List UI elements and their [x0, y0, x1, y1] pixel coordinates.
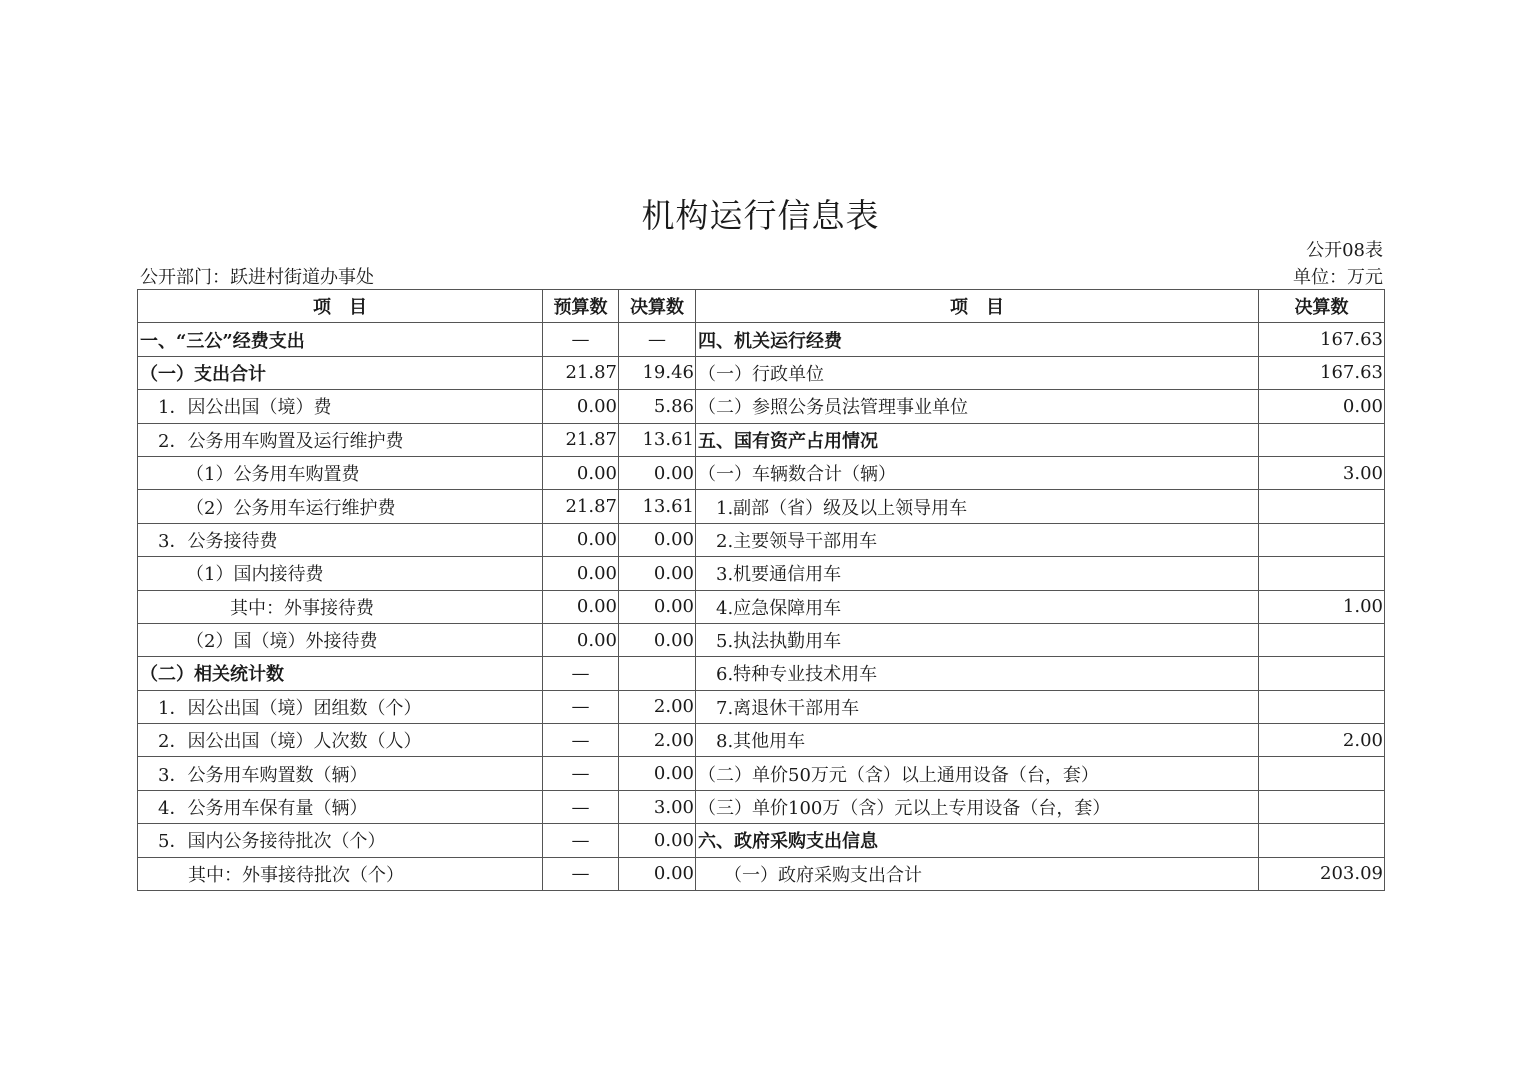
budget-cell: 0.00	[543, 590, 619, 623]
table-row	[138, 323, 1385, 356]
table-row	[138, 590, 1385, 623]
budget-cell: —	[543, 657, 619, 690]
right-value-cell	[1259, 490, 1385, 523]
left-item-cell: （1）公务用车购置费	[138, 456, 543, 489]
table-row	[138, 423, 1385, 456]
budget-cell: —	[543, 824, 619, 857]
table-row	[138, 523, 1385, 556]
page-title: 机构运行信息表	[641, 196, 880, 235]
right-item-cell: 3.机要通信用车	[696, 557, 1259, 590]
final-cell: 13.61	[619, 490, 696, 523]
left-item-cell: 4．公务用车保有量（辆）	[138, 790, 543, 823]
right-value-cell	[1259, 824, 1385, 857]
left-item-cell: 2．公务用车购置及运行维护费	[138, 423, 543, 456]
final-cell: 13.61	[619, 423, 696, 456]
table-row	[138, 456, 1385, 489]
right-item-cell: 2.主要领导干部用车	[696, 523, 1259, 556]
final-cell: 2.00	[619, 724, 696, 757]
budget-cell: 0.00	[543, 623, 619, 656]
left-item-cell: （二）相关统计数	[138, 657, 543, 690]
table-row	[138, 757, 1385, 790]
right-item-cell: 6.特种专业技术用车	[696, 657, 1259, 690]
left-item-cell: 其中：外事接待批次（个）	[138, 857, 543, 890]
department-label: 公开部门：跃进村街道办事处	[140, 267, 374, 288]
budget-cell: —	[543, 857, 619, 890]
right-item-cell: （二）单价50万元（含）以上通用设备（台，套）	[696, 757, 1259, 790]
right-value-cell: 3.00	[1259, 456, 1385, 489]
budget-cell: 0.00	[543, 557, 619, 590]
right-item-cell: （二）参照公务员法管理事业单位	[696, 390, 1259, 423]
right-value-cell	[1259, 790, 1385, 823]
budget-cell: —	[543, 690, 619, 723]
right-value-cell: 167.63	[1259, 323, 1385, 356]
right-value-cell: 0.00	[1259, 390, 1385, 423]
right-item-cell: 7.离退休干部用车	[696, 690, 1259, 723]
table-row	[138, 557, 1385, 590]
right-item-cell: 六、政府采购支出信息	[696, 824, 1259, 857]
final-cell: 5.86	[619, 390, 696, 423]
right-item-cell: 四、机关运行经费	[696, 323, 1259, 356]
table-row	[138, 356, 1385, 389]
right-item-cell: 4.应急保障用车	[696, 590, 1259, 623]
right-value-cell	[1259, 623, 1385, 656]
right-value-cell	[1259, 657, 1385, 690]
right-value-cell: 1.00	[1259, 590, 1385, 623]
budget-cell: 21.87	[543, 423, 619, 456]
final-cell: 0.00	[619, 623, 696, 656]
right-item-cell: （一）车辆数合计（辆）	[696, 456, 1259, 489]
budget-cell: 21.87	[543, 490, 619, 523]
final-cell: 0.00	[619, 557, 696, 590]
final-cell: 0.00	[619, 523, 696, 556]
left-item-cell: 5．国内公务接待批次（个）	[138, 824, 543, 857]
table-row	[138, 790, 1385, 823]
right-item-cell: 8.其他用车	[696, 724, 1259, 757]
form-number: 公开08表	[1306, 240, 1383, 261]
header-final-left: 决算数	[619, 290, 696, 323]
right-value-cell	[1259, 690, 1385, 723]
right-value-cell: 167.63	[1259, 356, 1385, 389]
final-cell: 3.00	[619, 790, 696, 823]
left-item-cell: （2）国（境）外接待费	[138, 623, 543, 656]
final-cell: 0.00	[619, 456, 696, 489]
right-value-cell	[1259, 757, 1385, 790]
budget-cell: —	[543, 757, 619, 790]
right-value-cell: 203.09	[1259, 857, 1385, 890]
final-cell: 19.46	[619, 356, 696, 389]
table-row	[138, 390, 1385, 423]
header-budget: 预算数	[543, 290, 619, 323]
table-row	[138, 490, 1385, 523]
left-item-cell: 3．公务接待费	[138, 523, 543, 556]
table-header-row	[138, 290, 1385, 323]
final-cell: —	[619, 323, 696, 356]
left-item-cell: 3．公务用车购置数（辆）	[138, 757, 543, 790]
table-row	[138, 724, 1385, 757]
table-row	[138, 623, 1385, 656]
left-item-cell: 其中：外事接待费	[138, 590, 543, 623]
table-row	[138, 657, 1385, 690]
left-item-cell: 2．因公出国（境）人次数（人）	[138, 724, 543, 757]
budget-cell: 0.00	[543, 390, 619, 423]
right-item-cell: （一）行政单位	[696, 356, 1259, 389]
left-item-cell: 一、“三公”经费支出	[138, 323, 543, 356]
table-row	[138, 857, 1385, 890]
budget-cell: —	[543, 790, 619, 823]
left-item-cell: （2）公务用车运行维护费	[138, 490, 543, 523]
header-item-left: 项 目	[138, 290, 543, 323]
final-cell: 0.00	[619, 757, 696, 790]
final-cell	[619, 657, 696, 690]
right-item-cell: （三）单价100万（含）元以上专用设备（台，套）	[696, 790, 1259, 823]
header-final-right: 决算数	[1259, 290, 1385, 323]
budget-cell: 0.00	[543, 523, 619, 556]
final-cell: 0.00	[619, 590, 696, 623]
budget-cell: —	[543, 323, 619, 356]
right-value-cell	[1259, 523, 1385, 556]
left-item-cell: 1．因公出国（境）费	[138, 390, 543, 423]
right-value-cell: 2.00	[1259, 724, 1385, 757]
right-item-cell: 1.副部（省）级及以上领导用车	[696, 490, 1259, 523]
right-item-cell: 五、国有资产占用情况	[696, 423, 1259, 456]
header-item-right: 项 目	[696, 290, 1259, 323]
right-value-cell	[1259, 423, 1385, 456]
budget-cell: 0.00	[543, 456, 619, 489]
final-cell: 2.00	[619, 690, 696, 723]
final-cell: 0.00	[619, 857, 696, 890]
left-item-cell: （一）支出合计	[138, 356, 543, 389]
left-item-cell: 1．因公出国（境）团组数（个）	[138, 690, 543, 723]
right-item-cell: （一）政府采购支出合计	[696, 857, 1259, 890]
table-row	[138, 690, 1385, 723]
info-table	[137, 289, 1385, 891]
budget-cell: 21.87	[543, 356, 619, 389]
budget-cell: —	[543, 724, 619, 757]
final-cell: 0.00	[619, 824, 696, 857]
right-item-cell: 5.执法执勤用车	[696, 623, 1259, 656]
left-item-cell: （1）国内接待费	[138, 557, 543, 590]
unit-label: 单位：万元	[1293, 267, 1383, 288]
table-row	[138, 824, 1385, 857]
right-value-cell	[1259, 557, 1385, 590]
